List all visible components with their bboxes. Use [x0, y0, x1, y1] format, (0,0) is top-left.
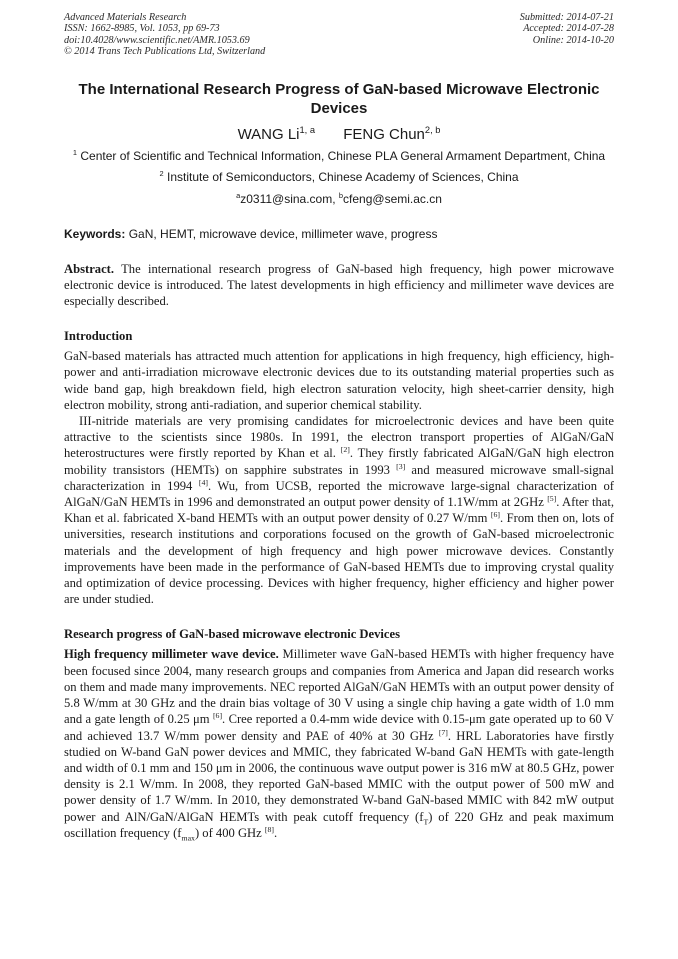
progress-paragraph-1 — [64, 646, 615, 843]
email-a: z0311@sina.com, — [240, 191, 339, 206]
date-submitted: Submitted: 2014-07-21 — [519, 12, 614, 23]
paper-title: The International Research Progress of GaN-based Microwave Electronic Devices — [78, 80, 600, 117]
intro-p2-text-b: . They firstly fabricated AlGaN/GaN high electron mobility transistors (HEMTs) on sapphire substrates in 1993 — [64, 446, 614, 477]
author-2-name: FENG Chun — [343, 125, 425, 143]
citation-8: [8] — [264, 824, 274, 834]
email-a-sup: a — [236, 190, 241, 200]
journal-issn: ISSN: 1662-8985, Vol. 1053, pp 69-73 — [64, 23, 220, 35]
abstract-label: Abstract. — [64, 261, 115, 276]
affiliation-1-sup: 1 — [72, 147, 78, 157]
citation-7: [7] — [438, 727, 448, 737]
journal-header — [64, 12, 614, 58]
affiliation-1 — [64, 149, 614, 164]
intro-p2-text-f: . From then on, lots of universities, research institutions and corporations focused on the growth of GaN-based microelectronic materials and the development of high frequency and high power microwave devices. Constantly improvements have been made in the performance of GaN-based HEMTs due to improving crystal quality and optimization of device processing. Devices with higher frequency, higher efficiency and higher power are under studied. — [64, 511, 614, 607]
abstract — [64, 261, 614, 310]
author-1-sup: 1, a — [299, 124, 316, 135]
intro-paragraph-2 — [64, 413, 614, 607]
date-online: Online: 2014-10-20 — [532, 34, 614, 46]
research-progress-heading: Research progress of GaN-based microwave electronic Devices — [64, 627, 400, 642]
abstract-text: The international research progress of GaN-based high frequency, high power microwave electronic device is introduced. The latest developments in high efficiency and millimeter wave devices are especially described. — [64, 261, 614, 309]
author-2-sup: 2, b — [424, 124, 441, 135]
journal-copyright: © 2014 Trans Tech Publications Ltd, Switzerland — [64, 46, 266, 58]
email-b: cfeng@semi.ac.cn — [343, 191, 442, 206]
author-list — [64, 126, 614, 144]
keywords — [64, 227, 614, 241]
intro-p2-text-c: and measured microwave small-signal characterization in 1994 — [64, 462, 614, 493]
intro-p2-text-d: . Wu, from UCSB, reported the microwave large-signal characterization of AlGaN/GaN HEMTs in 1996 and demonstrated an output power density of 1.1W/mm at 2GHz — [64, 478, 614, 510]
affiliation-2 — [64, 170, 614, 185]
author-1 — [238, 126, 315, 143]
progress-text-2: . Cree reported a 0.4-mm wide device with 0.15-μm gate operated up to 60 V and achieved 13.7 W/mm power density and PAE of 40% at 30 GHz — [64, 712, 615, 743]
keywords-text: GaN, HEMT, microwave device, millimeter wave, progress — [125, 226, 438, 241]
intro-p2-text-a: III-nitride materials are very promising candidates for microelectronic devices and have been quite attractive to the scientists since 1980s. In 1991, the electron transport properties of AlGaN/GaN heterostructures were firstly reported by Khan et al. — [64, 414, 614, 461]
citation-6b: [6] — [212, 711, 223, 721]
journal-name: Advanced Materials Research — [64, 12, 187, 23]
affiliation-2-text: Institute of Semiconductors, Chinese Academy of Sciences, China — [166, 169, 519, 184]
subscript-max: max — [181, 833, 195, 843]
progress-text-1: Millimeter wave GaN-based HEMTs with higher frequency have been focused since 2004, many research groups and companies from America and Japan did research works on them and made many improvements. NEC reported AlGaN/GaN HEMTs with an output power density of 5.8 W/mm at 30 GHz and the drain bias voltage of 30 V using a single chip having a gate width of 1.0 mm and a gate length of 0.25 μm — [64, 647, 614, 727]
publication-dates — [520, 12, 614, 58]
affiliation-1-text: Center of Scientific and Technical Information, Chinese PLA General Armament Department, China — [80, 148, 606, 163]
citation-6: [6] — [490, 510, 500, 520]
intro-p2-text-e: . After that, Khan et al. fabricated X-band HEMTs with an output power density of 0.27 W/mm — [64, 495, 614, 526]
date-accepted: Accepted: 2014-07-28 — [523, 23, 614, 35]
citation-4: [4] — [198, 477, 208, 487]
progress-lead: High frequency millimeter wave device. — [64, 647, 279, 662]
citation-2: [2] — [340, 445, 350, 455]
journal-info — [64, 12, 265, 58]
subscript-t: T — [423, 817, 429, 827]
author-2 — [343, 126, 440, 143]
progress-text-3: . HRL Laboratories have firstly studied on W-band GaN power devices and MMIC, they fabricated W-band GaN HEMTs with gate-length and width of 0.1 mm and 150 μm in 2006, the continuous wave output power is 316 mW at 80.5 GHz, power density is 2.1 W/mm. In 2008, they reported GaN-based MMIC with the output power of 500 mW and power density of 1.7 W/mm. In 2010, they demonstrated W-band GaN-based MMIC with 842 mW output power and AlN/GaN/AlGaN HEMTs with peak cutoff frequency (f — [64, 728, 614, 824]
citation-5: [5] — [547, 493, 557, 503]
author-emails — [64, 192, 614, 207]
email-b-sup: b — [338, 190, 344, 200]
progress-text-4: ) of 220 GHz and peak maximum oscillation frequency (f — [64, 809, 614, 840]
progress-text-5: ) of 400 GHz — [194, 825, 265, 840]
progress-text-6: . — [273, 825, 278, 840]
author-1-name: WANG Li — [237, 125, 300, 143]
citation-3: [3] — [396, 461, 406, 471]
journal-doi: doi:10.4028/www.scientific.net/AMR.1053.69 — [64, 34, 250, 46]
introduction-heading: Introduction — [64, 329, 133, 344]
affiliation-2-sup: 2 — [159, 168, 164, 178]
intro-paragraph-1: GaN-based materials has attracted much attention for applications in high frequency, high efficiency, high-power and anti-irradiation microwave electronic devices due to its outstanding material properties such as wide band gap, high breakdown field, high electron saturation velocity, high sheet-carrier density, high electron mobility, strong anti-radiation, and superior chemical stability. — [64, 349, 614, 412]
keywords-label: Keywords: — [64, 226, 126, 241]
paper-page — [64, 12, 614, 841]
